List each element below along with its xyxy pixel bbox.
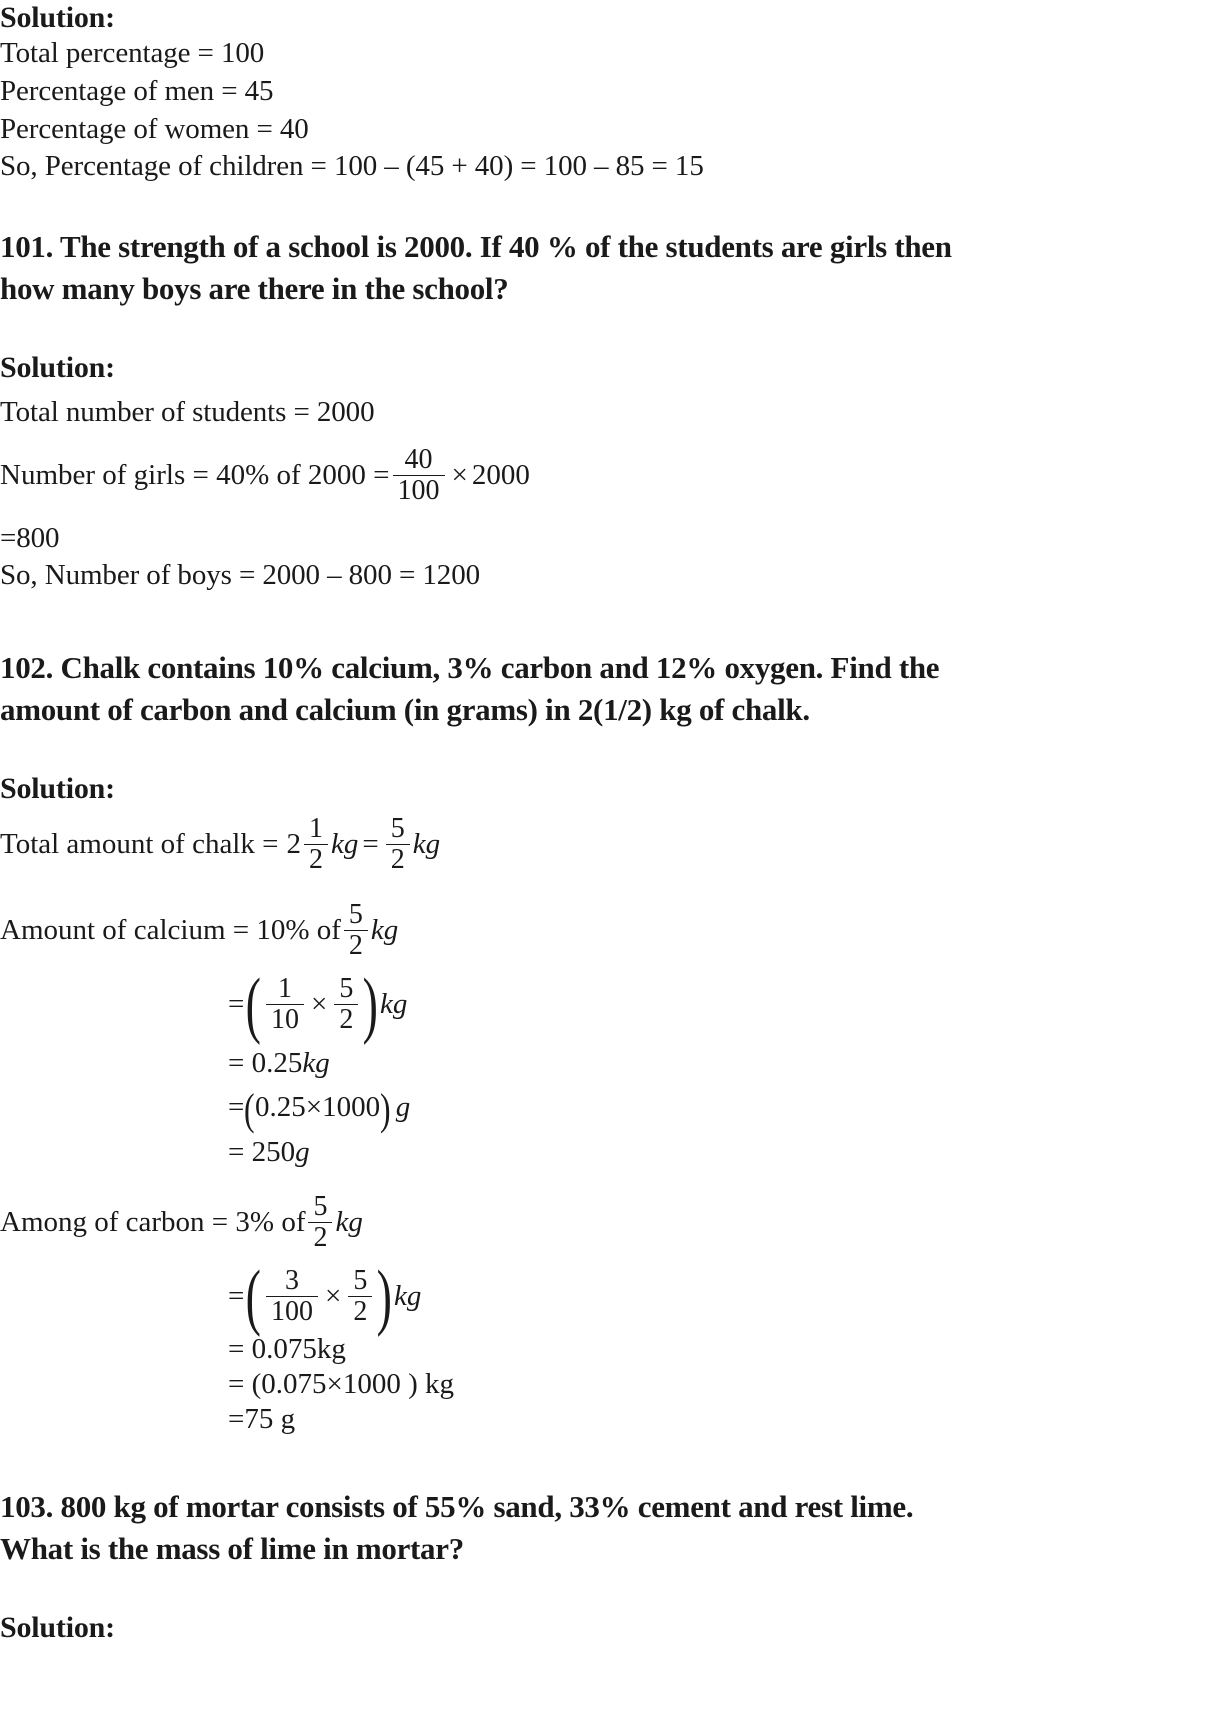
spacer	[0, 1035, 1223, 1049]
fraction-numerator: 1	[278, 972, 293, 1004]
spacer	[0, 1124, 1223, 1138]
mixed-number-two-and-half	[286, 812, 331, 876]
question-103-line-1: 103. 800 kg of mortar consists of 55% sand, 33% cement and rest lime.	[0, 1488, 914, 1524]
spacer	[0, 875, 1223, 901]
fraction-denominator: 2	[348, 1296, 372, 1327]
unit-g: g	[295, 1135, 310, 1168]
solution-block-101	[0, 350, 1223, 595]
open-paren: (	[246, 1256, 262, 1339]
solution-102-calcium-step-1	[0, 964, 1223, 1047]
solution-heading-101: Solution:	[0, 351, 115, 385]
spacer	[0, 386, 1223, 394]
girls-label: Number of girls = 40% of 2000 =	[0, 459, 390, 492]
spacer	[0, 1078, 1223, 1092]
fraction-3-over-100	[266, 1264, 318, 1328]
question-102-line-2: amount of carbon and calcium (in grams) in 2(1/2) kg of chalk.	[0, 692, 810, 728]
spacer	[0, 186, 1223, 226]
equals-sign: =	[228, 1091, 245, 1124]
fraction-denominator: 2	[386, 844, 410, 875]
fraction-5-over-2	[386, 812, 410, 876]
fraction-numerator: 1	[308, 812, 323, 844]
solution-102-carbon-step-4: =75 g	[228, 1402, 296, 1435]
spacer	[0, 807, 1223, 815]
spacer	[0, 731, 1223, 771]
calcium-value-kg: = 0.25	[228, 1046, 303, 1079]
spacer	[0, 961, 1223, 975]
spacer	[0, 1434, 1223, 1486]
solution-block-103	[0, 1610, 1223, 1645]
fraction-numerator: 3	[285, 1264, 300, 1296]
spacer	[0, 1253, 1223, 1267]
solution-102-carbon-step-2: = 0.075kg	[228, 1332, 346, 1365]
fraction-numerator: 5	[390, 812, 405, 844]
fraction-denominator: 2	[334, 1004, 358, 1035]
question-block-102	[0, 647, 1223, 731]
spacer	[0, 310, 1223, 350]
solution-101-girls-equation	[0, 443, 1223, 507]
fraction-1-over-2	[304, 812, 328, 876]
spacer	[0, 506, 1223, 520]
solution-102-carbon-step-1	[0, 1256, 1223, 1339]
equals-sign: =	[362, 828, 379, 861]
solution-heading-102: Solution:	[0, 772, 115, 806]
fraction-numerator: 5	[348, 898, 363, 930]
unit-kg: kg	[394, 1280, 422, 1313]
question-block-103	[0, 1486, 1223, 1570]
fraction-numerator: 5	[339, 972, 354, 1004]
fraction-denominator: 2	[304, 844, 328, 875]
question-101-line-1: 101. The strength of a school is 2000. If 40 % of the students are girls then	[0, 229, 952, 265]
spacer	[0, 1167, 1223, 1193]
fraction-numerator: 5	[353, 1264, 368, 1296]
solution-102-calcium-step-2	[0, 1046, 1223, 1079]
solution-heading-103: Solution:	[0, 1611, 115, 1645]
solution-101-total-students: Total number of students = 2000	[0, 395, 375, 428]
solution-102-calcium-equation	[0, 898, 1223, 962]
calcium-final-value: = 250	[228, 1135, 296, 1168]
multiplication-sign: ×	[311, 988, 328, 1021]
fraction-denominator: 10	[266, 1004, 304, 1035]
fraction-numerator: 5	[313, 1190, 328, 1222]
spacer	[0, 1327, 1223, 1335]
solution-line-percentage-women: Percentage of women = 40	[0, 112, 309, 145]
solution-101-result-800: =800	[0, 521, 60, 554]
calcium-label: Amount of calcium = 10% of	[0, 914, 341, 947]
spacer	[0, 1570, 1223, 1610]
unit-kg: kg	[370, 914, 399, 947]
fraction-40-over-100	[393, 443, 445, 507]
solution-102-carbon-equation	[0, 1190, 1223, 1254]
close-paren: )	[377, 1256, 393, 1339]
solution-102-carbon-step-3: = (0.075×1000 ) kg	[228, 1367, 455, 1400]
solution-block-100	[0, 0, 1223, 186]
open-paren: (	[244, 1084, 255, 1134]
unit-kg: kg	[412, 828, 441, 861]
unit-kg: kg	[330, 828, 359, 861]
fraction-5-over-2	[348, 1264, 372, 1328]
multiplication-sign: ×	[451, 459, 468, 492]
fraction-5-over-2	[344, 898, 368, 962]
solution-line-percentage-men: Percentage of men = 45	[0, 75, 274, 108]
solution-102-total-chalk-equation	[0, 812, 1223, 876]
spacer	[0, 432, 1223, 446]
unit-kg: kg	[335, 1206, 363, 1239]
fraction-5-over-2	[334, 972, 358, 1036]
fraction-denominator: 100	[393, 475, 445, 506]
carbon-label: Among of carbon = 3% of	[0, 1206, 306, 1239]
close-paren: )	[363, 964, 379, 1047]
fraction-1-over-10	[266, 972, 304, 1036]
question-102-line-1: 102. Chalk contains 10% calcium, 3% carbon and 12% oxygen. Find the	[0, 650, 940, 685]
open-paren: (	[246, 964, 262, 1047]
unit-kg: kg	[302, 1046, 330, 1079]
multiplication-sign: ×	[325, 1280, 342, 1313]
equals-sign: =	[228, 1280, 245, 1313]
solution-heading-100: Solution:	[0, 1, 115, 34]
fraction-5-over-2	[308, 1190, 332, 1254]
solution-line-percentage-children: So, Percentage of children = 100 – (45 + 40) = 100 – 85 = 15	[0, 150, 704, 183]
solution-102-calcium-step-3	[0, 1084, 1223, 1134]
question-block-101	[0, 226, 1223, 310]
fraction-denominator: 100	[266, 1296, 318, 1327]
total-chalk-label: Total amount of chalk =	[0, 828, 279, 861]
fraction-denominator: 2	[308, 1222, 332, 1253]
equals-sign: =	[228, 988, 245, 1021]
spacer	[0, 595, 1223, 647]
unit-kg: kg	[380, 988, 408, 1021]
question-103-line-2: What is the mass of lime in mortar?	[0, 1531, 464, 1566]
fraction-numerator: 40	[404, 443, 433, 475]
solution-line-total-percentage: Total percentage = 100	[0, 37, 265, 70]
solution-101-number-of-boys: So, Number of boys = 2000 – 800 = 1200	[0, 559, 481, 592]
unit-g: g	[395, 1091, 411, 1124]
solution-102-calcium-step-4	[0, 1135, 1223, 1168]
solution-block-102	[0, 771, 1223, 1434]
calcium-grams-expression: 0.25×1000	[255, 1091, 381, 1124]
fraction-denominator: 2	[344, 930, 368, 961]
close-paren: )	[380, 1084, 391, 1134]
girls-multiplicand: 2000	[471, 459, 530, 492]
question-101-line-2: how many boys are there in the school?	[0, 271, 509, 307]
mixed-whole-part: 2	[286, 828, 301, 861]
